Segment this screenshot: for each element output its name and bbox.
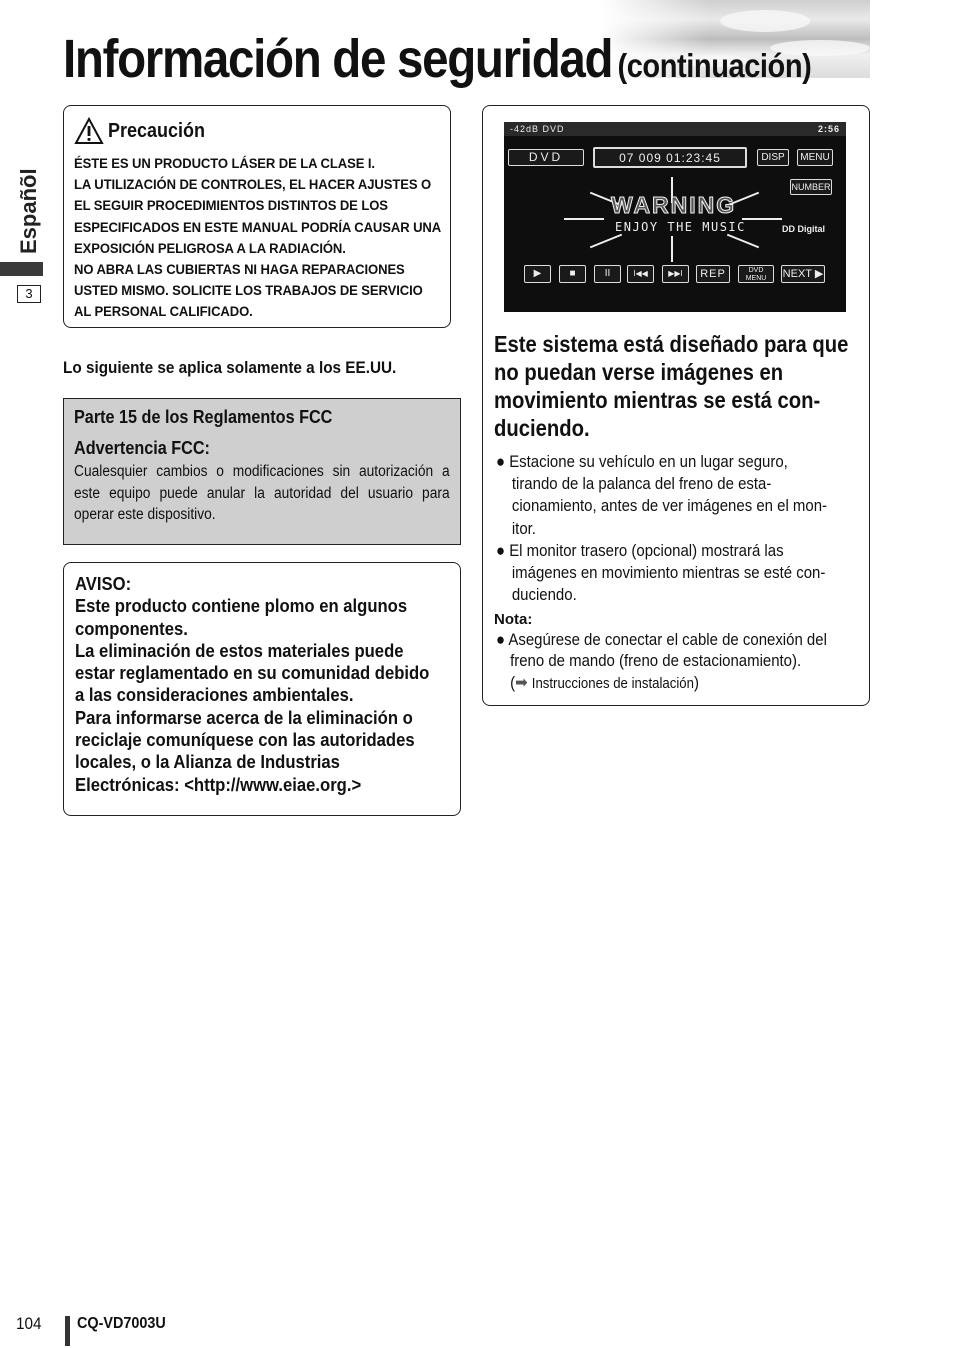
caution-line: EXPOSICIÓN PELIGROSA A LA RADIACIÓN.: [74, 240, 346, 257]
caution-title: Precaución: [108, 119, 206, 142]
nota-label: Nota:: [494, 611, 533, 628]
screen-track-info: 07 009 01:23:45: [593, 147, 747, 168]
aviso-line: Para informarse acerca de la eliminación o: [75, 706, 413, 728]
warning-triangle-icon: [74, 117, 104, 145]
screen-next-button: NEXT ▶: [781, 265, 825, 283]
fcc-heading: Parte 15 de los Reglamentos FCC: [74, 407, 333, 427]
caution-line: ÉSTE ES UN PRODUCTO LÁSER DE LA CLASE I.: [74, 156, 375, 172]
screen-disp-button: DISP: [757, 149, 789, 166]
page-number: 104: [16, 1314, 42, 1333]
usa-note: Lo siguiente se aplica solamente a los EE.UU.: [63, 358, 397, 377]
driving-heading: [494, 330, 849, 442]
caution-line: AL PERSONAL CALIFICADO.: [74, 304, 253, 321]
screen-status-bar: [504, 122, 846, 136]
bullet-line: ● El monitor trasero (opcional) mostrará las: [496, 540, 784, 560]
aviso-line: La eliminación de estos materiales puede: [75, 639, 404, 661]
nota-text: [496, 629, 856, 694]
nota-reference-text: Instrucciones de instalación: [531, 674, 694, 692]
heading-line: Este sistema está diseñado para que: [494, 331, 849, 357]
side-language-label: Españõl: [16, 168, 41, 254]
warning-ray: [564, 218, 604, 220]
nota-line: ● Asegúrese de conectar el cable de conexión del: [496, 630, 827, 649]
aviso-line: Este producto contiene plomo en algunos: [75, 595, 408, 617]
bullet-line: imágenes en movimiento mientras se esté con-: [511, 563, 826, 583]
caution-line: USTED MISMO. SOLICITE LOS TRABAJOS DE SERVICIO: [74, 283, 423, 300]
screen-volume-source: -42dB DVD: [510, 124, 565, 134]
caution-line: EL SEGUIR PROCEDIMIENTOS DISTINTOS DE LOS: [74, 198, 388, 215]
arrow-right-icon: ➡: [515, 672, 528, 692]
footer-bar: [65, 1316, 70, 1346]
screen-clock: 2:56: [817, 124, 840, 134]
nota-line: freno de mando (freno de estacionamiento).: [510, 651, 802, 671]
aviso-line: locales, o la Alianza de Industrias: [75, 751, 340, 773]
warning-ray: [671, 236, 673, 262]
fcc-warning-label: Advertencia FCC:: [74, 438, 210, 458]
bullet-line: tirando de la palanca del freno de esta-: [511, 474, 772, 494]
screen-pause-button: II: [594, 265, 621, 283]
caution-line: NO ABRA LAS CUBIERTAS NI HAGA REPARACIONES: [74, 262, 405, 279]
page-title-sub: (continuación): [617, 47, 812, 84]
screen-source-button: DVD: [508, 149, 584, 166]
bullet-line: ● Estacione su vehículo en un lugar seguro,: [496, 452, 788, 471]
caution-box: [63, 105, 451, 328]
screen-enjoy-text: ENJOY THE MUSIC: [615, 220, 746, 234]
section-number: 3: [17, 285, 41, 303]
caution-text: [74, 154, 442, 324]
nota-reference: (➡ Instrucciones de instalación): [510, 672, 699, 692]
bullet-line: cionamiento, antes de ver imágenes en el mon-: [511, 496, 828, 516]
aviso-box: [63, 562, 461, 816]
page-title-main: Información de seguridad: [63, 29, 613, 89]
warning-ray: [742, 218, 782, 220]
aviso-line: a las consideraciones ambientales.: [75, 684, 354, 706]
model-number: CQ-VD7003U: [77, 1315, 166, 1332]
heading-line: duciendo.: [494, 415, 590, 441]
caution-line: LA UTILIZACIÓN DE CONTROLES, EL HACER AJUSTES O: [74, 177, 432, 194]
screen-warning-text: WARNING: [611, 192, 737, 218]
aviso-line: estar reglamentado en su comunidad debido: [75, 662, 430, 684]
warning-ray: [727, 234, 759, 249]
screen-dvd-menu-button: DVD MENU: [738, 265, 774, 283]
page-title: [63, 28, 811, 90]
screen-prev-button: I◀◀: [627, 265, 654, 283]
heading-line: movimiento mientras se está con-: [494, 387, 821, 413]
aviso-line: AVISO:: [75, 573, 132, 594]
screen-stop-button: ■: [559, 265, 586, 283]
caution-header: [74, 116, 440, 146]
heading-line: no puedan verse imágenes en: [494, 359, 784, 385]
screen-number-button: NUMBER: [790, 179, 832, 195]
monitor-screen-illustration: [504, 122, 846, 312]
aviso-line: reciclaje comuníquese con las autoridades: [75, 729, 415, 751]
screen-rep-button: REP: [696, 265, 730, 283]
bullet-line: itor.: [511, 518, 536, 538]
bullet-line: duciendo.: [511, 585, 577, 605]
aviso-line: Electrónicas: <http://www.eiae.org.>: [75, 773, 362, 795]
warning-ray: [590, 234, 622, 249]
aviso-line: componentes.: [75, 617, 188, 639]
screen-menu-button: MENU: [797, 149, 833, 166]
screen-next-track-button: ▶▶I: [662, 265, 689, 283]
driving-bullets: [496, 451, 856, 606]
dolby-digital-logo: DD Digital: [782, 224, 826, 234]
caution-line: ESPECIFICADOS EN ESTE MANUAL PODRÍA CAUSAR UNA: [74, 219, 442, 236]
fcc-box: [63, 398, 461, 545]
fcc-text: Cualesquier cambios o modificaciones sin autorización a este equipo puede anular la autoridad del usuario para operar este dispositivo.: [74, 463, 450, 524]
screen-play-button: ▶: [524, 265, 551, 283]
side-tab-bar: [0, 262, 43, 276]
